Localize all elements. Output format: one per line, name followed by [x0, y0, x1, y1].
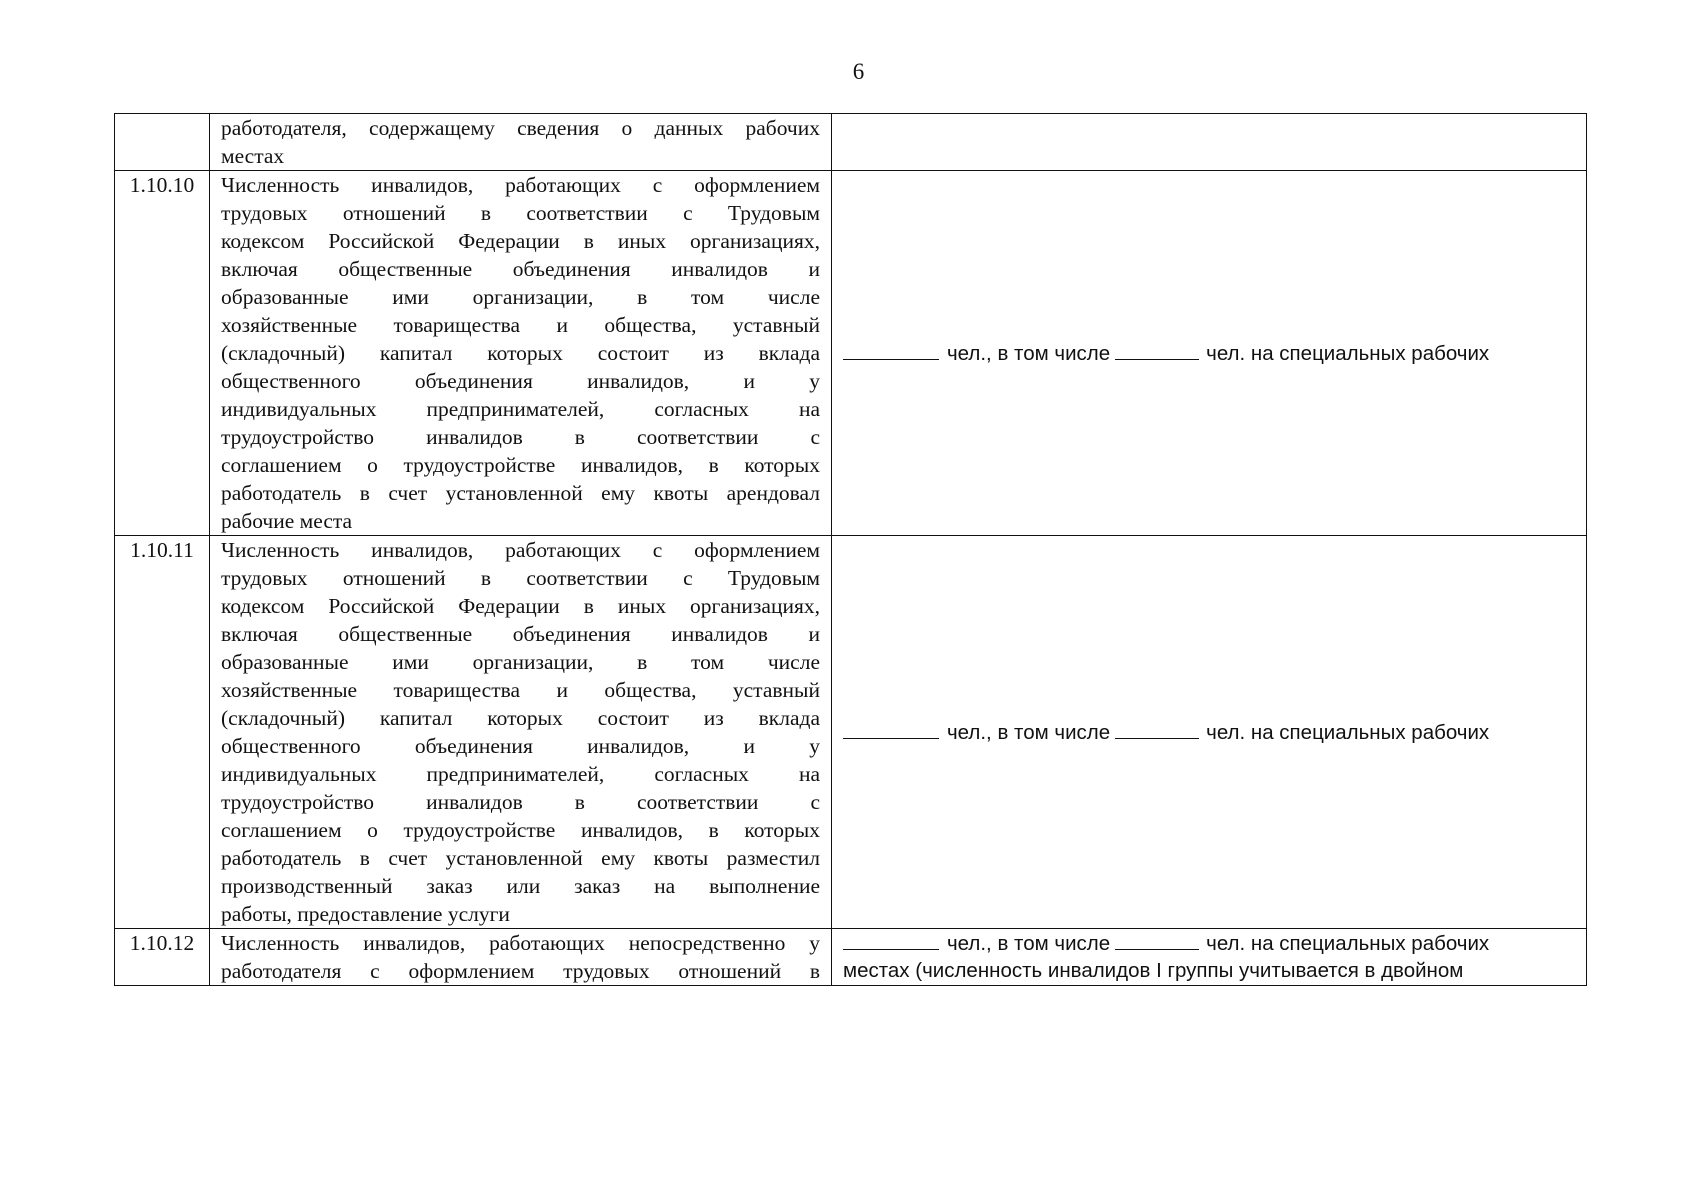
description-line: образованные ими организации, в том числе: [221, 650, 820, 674]
description-line: хозяйственные товарищества и общества, уставный: [221, 678, 820, 702]
description-line: работодатель в счет установленной ему квоты разместил: [221, 846, 820, 870]
value-text: чел. на специальных рабочих: [1206, 342, 1490, 365]
description-line: (складочный) капитал которых состоит из вклада: [221, 341, 820, 365]
table-row: [115, 114, 1587, 171]
description-line: работодатель в счет установленной ему квоты арендовал: [221, 481, 820, 505]
value-line: местах (численность инвалидов I группы учитывается в двойном: [843, 959, 1464, 982]
fill-in-blank[interactable]: [1115, 339, 1199, 360]
description-line: образованные ими организации, в том числе: [221, 285, 820, 309]
fill-in-blank[interactable]: [843, 718, 939, 739]
item-number: 1.10.11: [115, 536, 210, 929]
table-row: [115, 171, 1587, 536]
item-value: [832, 114, 1587, 171]
item-number: 1.10.12: [115, 929, 210, 986]
description-line: индивидуальных предпринимателей, согласных на: [221, 397, 820, 421]
value-line: [843, 929, 1575, 957]
item-number: 1.10.10: [115, 171, 210, 536]
value-line: [843, 718, 1575, 746]
value-text: чел. на специальных рабочих: [1206, 721, 1490, 744]
description-line: индивидуальных предпринимателей, согласных на: [221, 762, 820, 786]
fill-in-blank[interactable]: [1115, 718, 1199, 739]
description-line: (складочный) капитал которых состоит из вклада: [221, 706, 820, 730]
description-line: работы, предоставление услуги: [221, 902, 510, 926]
value-text: чел., в том числе: [947, 932, 1111, 955]
value-text: чел., в том числе: [947, 342, 1111, 365]
description-line: Численность инвалидов, работающих с оформлением: [221, 173, 820, 197]
description-line: включая общественные объединения инвалидов и: [221, 257, 820, 281]
table-row: [115, 536, 1587, 929]
table-row: [115, 929, 1587, 986]
item-value: [832, 536, 1587, 929]
description-line: соглашением о трудоустройстве инвалидов, в которых: [221, 818, 820, 842]
fill-in-blank[interactable]: [843, 929, 939, 950]
description-line: Численность инвалидов, работающих непосредственно у: [221, 931, 820, 955]
form-table: [114, 113, 1587, 986]
description-line: общественного объединения инвалидов, и у: [221, 369, 820, 393]
item-value: [832, 171, 1587, 536]
description-line: работодателя с оформлением трудовых отношений в: [221, 959, 820, 983]
description-line: трудоустройство инвалидов в соответствии с: [221, 425, 820, 449]
description-line: трудоустройство инвалидов в соответствии с: [221, 790, 820, 814]
description-line: производственный заказ или заказ на выполнение: [221, 874, 820, 898]
description-line: местах: [221, 144, 285, 168]
description-line: кодексом Российской Федерации в иных организациях,: [221, 594, 820, 618]
description-line: включая общественные объединения инвалидов и: [221, 622, 820, 646]
value-line: [843, 339, 1575, 367]
item-value: [832, 929, 1587, 986]
description-line: трудовых отношений в соответствии с Трудовым: [221, 566, 820, 590]
page-number: 6: [852, 59, 865, 84]
description-line: трудовых отношений в соответствии с Трудовым: [221, 201, 820, 225]
value-text: чел. на специальных рабочих: [1206, 932, 1490, 955]
value-text: чел., в том числе: [947, 721, 1111, 744]
description-line: хозяйственные товарищества и общества, уставный: [221, 313, 820, 337]
description-line: общественного объединения инвалидов, и у: [221, 734, 820, 758]
fill-in-blank[interactable]: [1115, 929, 1199, 950]
fill-in-blank[interactable]: [843, 339, 939, 360]
description-line: соглашением о трудоустройстве инвалидов, в которых: [221, 453, 820, 477]
description-line: рабочие места: [221, 509, 353, 533]
description-line: Численность инвалидов, работающих с оформлением: [221, 538, 820, 562]
item-number: [115, 114, 210, 171]
description-line: работодателя, содержащему сведения о данных рабочих: [221, 116, 820, 140]
item-description: [210, 114, 832, 171]
item-description: [210, 536, 832, 929]
item-description: [210, 929, 832, 986]
description-line: кодексом Российской Федерации в иных организациях,: [221, 229, 820, 253]
item-description: [210, 171, 832, 536]
